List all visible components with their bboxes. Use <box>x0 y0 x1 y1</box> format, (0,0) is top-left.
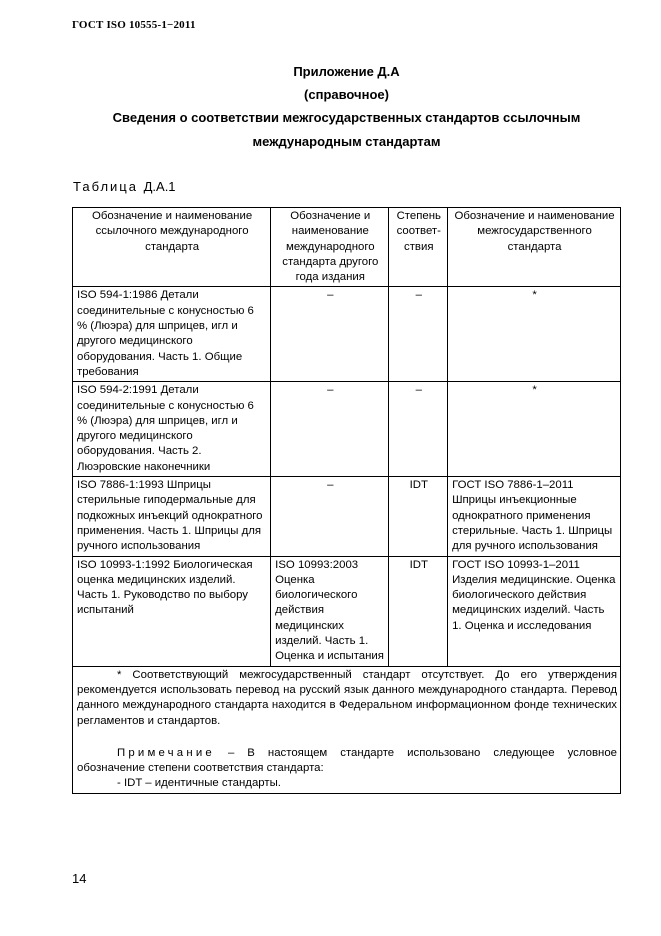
annex-kind: (справочное) <box>304 87 389 102</box>
cell-reference: ISO 594-2:1991 Детали соединительные с конусностью 6 % (Люэра) для шприцев, игл и другого медицинского оборудования. Часть 2. Люэровские наконечники <box>73 382 271 477</box>
cell-degree: IDT <box>389 477 448 556</box>
table-row <box>73 382 621 477</box>
table-row <box>73 287 621 382</box>
table-footer-row <box>73 666 621 793</box>
cell-reference: ISO 7886-1:1993 Шприцы стерильные гиподермальные для подкожных инъекций однократного применения. Часть 1. Шприцы для ручного использования <box>73 477 271 556</box>
column-header-reference: Обозначение и наименование ссылочного международного стандарта <box>73 208 271 287</box>
cell-degree: IDT <box>389 556 448 666</box>
column-header-degree: Степень соответ-ствия <box>389 208 448 287</box>
cell-reference: ISO 594-1:1986 Детали соединительные с конусностью 6 % (Люэра) для шприцев, игл и другого медицинского оборудования. Часть 1. Общие требования <box>73 287 271 382</box>
footnote: * Соответствующий межгосударственный стандарт отсутствует. До его утверждения рекомендуется использовать перевод на русский язык данного международного стандарта. Перевод данного международного стандарта находится в Федеральном информационном фонде технических регламентов и стандартов. <box>77 668 617 727</box>
table-row <box>73 556 621 666</box>
annex-heading-line2: международным стандартам <box>252 134 441 149</box>
cell-other-year: ISO 10993:2003 Оценка биологического действия медицинских изделий. Часть 1. Оценка и испытания <box>271 556 389 666</box>
correspondence-table <box>72 207 621 794</box>
cell-degree: – <box>389 287 448 382</box>
annex-heading-line1: Сведения о соответствии межгосударственных стандартов ссылочным <box>112 110 581 125</box>
cell-degree: – <box>389 382 448 477</box>
table-header-row <box>73 208 621 287</box>
note-text: – В настоящем стандарте использовано следующее условное обозначение степени соответствия стандарта: <box>77 746 617 775</box>
cell-interstate: * <box>448 287 621 382</box>
cell-other-year: – <box>271 382 389 477</box>
page-number: 14 <box>72 871 87 886</box>
annex-title: Приложение Д.А <box>293 64 400 79</box>
cell-interstate: * <box>448 382 621 477</box>
table-caption <box>73 179 176 194</box>
note <box>77 746 617 777</box>
column-header-other-year: Обозначение и наименование международного стандарта другого года издания <box>271 208 389 287</box>
table-caption-number: Д.А.1 <box>143 179 176 194</box>
column-header-interstate: Обозначение и наименование межгосударственного стандарта <box>448 208 621 287</box>
document-code: ГОСТ ISO 10555-1−2011 <box>72 19 196 31</box>
cell-other-year: – <box>271 287 389 382</box>
note-label: Примечание <box>117 746 215 759</box>
table-footer <box>73 666 621 793</box>
cell-other-year: – <box>271 477 389 556</box>
note-item: - IDT – идентичные стандарты. <box>117 777 281 790</box>
table-caption-word: Таблица <box>73 179 138 194</box>
cell-interstate: ГОСТ ISO 10993-1–2011 Изделия медицинские. Оценка биологического действия медицинских изделий. Часть 1. Оценка и исследования <box>448 556 621 666</box>
cell-interstate: ГОСТ ISO 7886-1–2011 Шприцы инъекционные однократного применения стерильные. Часть 1. Шприцы для ручного использования <box>448 477 621 556</box>
cell-reference: ISO 10993-1:1992 Биологическая оценка медицинских изделий. Часть 1. Руководство по выбору испытаний <box>73 556 271 666</box>
table-row <box>73 477 621 556</box>
